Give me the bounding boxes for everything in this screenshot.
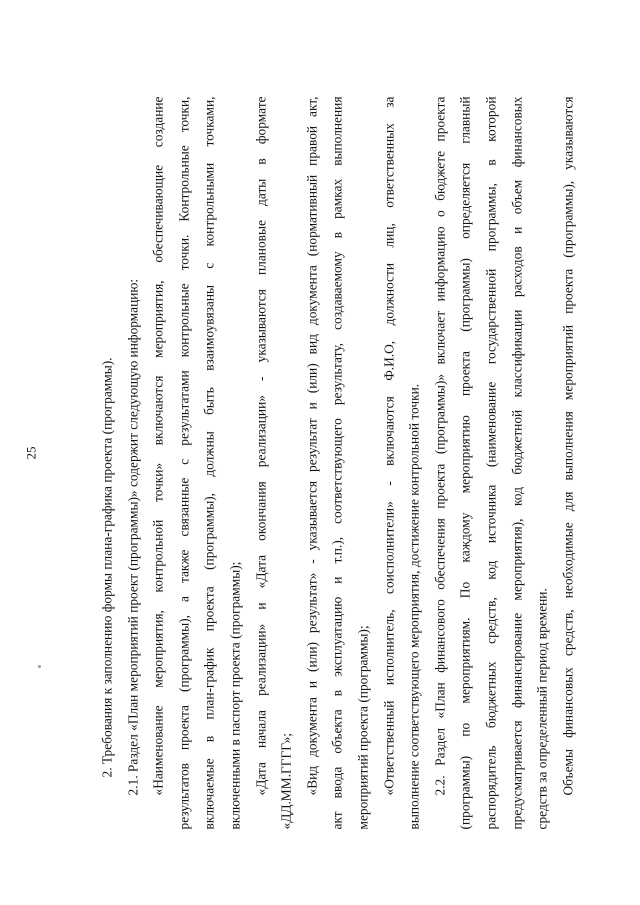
text-line: «Вид документа и (или) результат» - указывается результат и (или) вид документа (нормативный правой акт, bbox=[303, 96, 319, 795]
text-line: предусматривается финансирование мероприятия), код бюджетной классификации расходов и объем финансовых bbox=[508, 96, 524, 829]
text-line: 2. Требования к заполнению формы плана-графика проекта (программы). bbox=[99, 356, 114, 777]
text-line: распорядитель бюджетных средств, код источника (наименование государственной программы, в которой bbox=[482, 96, 498, 829]
text-line: «Наименование мероприятия, контрольной точки» включаются мероприятия, обеспечивающие создание bbox=[150, 96, 166, 795]
text-line: (программы) по мероприятиям. По каждому мероприятию проекта (программы) определяется главный bbox=[457, 96, 473, 829]
text-line: «Дата начала реализации» и «Дата окончания реализации» - указываются плановые даты в формате bbox=[252, 96, 268, 795]
text-line: «ДД.ММ.ГГГГ»; bbox=[278, 732, 294, 829]
body-text bbox=[94, 96, 580, 829]
text-line: Объемы финансовых средств, необходимые для выполнения мероприятий проекта (программы), указываются bbox=[559, 96, 575, 795]
text-line: «Ответственный исполнитель, соисполнители» - включаются Ф.И.О, должности лиц, ответственных за bbox=[380, 96, 396, 795]
text-line: акт ввода объекта в эксплуатацию и т.п.), соответствующего результату, создаваемому в рамках выполнения bbox=[329, 96, 345, 829]
page-number: 25 bbox=[23, 446, 38, 459]
text-line: включаемые в план-график проекта (программы), должны быть взаимоувязаны с контрольными точками, bbox=[201, 96, 217, 829]
text-line: включенными в паспорт проекта (программы); bbox=[226, 561, 242, 829]
text-line: 2.1. Раздел «План мероприятий проект (программы)» содержит следующую информацию: bbox=[124, 278, 140, 795]
text-line: результатов проекта (программы), а также связанные с результатами контрольные точки. Контрольные точки, bbox=[175, 96, 191, 829]
text-line: 2.2. Раздел «План финансового обеспечения проекта (программы)» включает информацию о бюджете проекта bbox=[431, 96, 447, 795]
text-line: средств за определенный период времени. bbox=[534, 587, 550, 829]
text-line: мероприятий проекта (программы); bbox=[354, 624, 370, 829]
text-line: выполнение соответствующего мероприятия, достижение контрольной точки. bbox=[406, 383, 422, 829]
